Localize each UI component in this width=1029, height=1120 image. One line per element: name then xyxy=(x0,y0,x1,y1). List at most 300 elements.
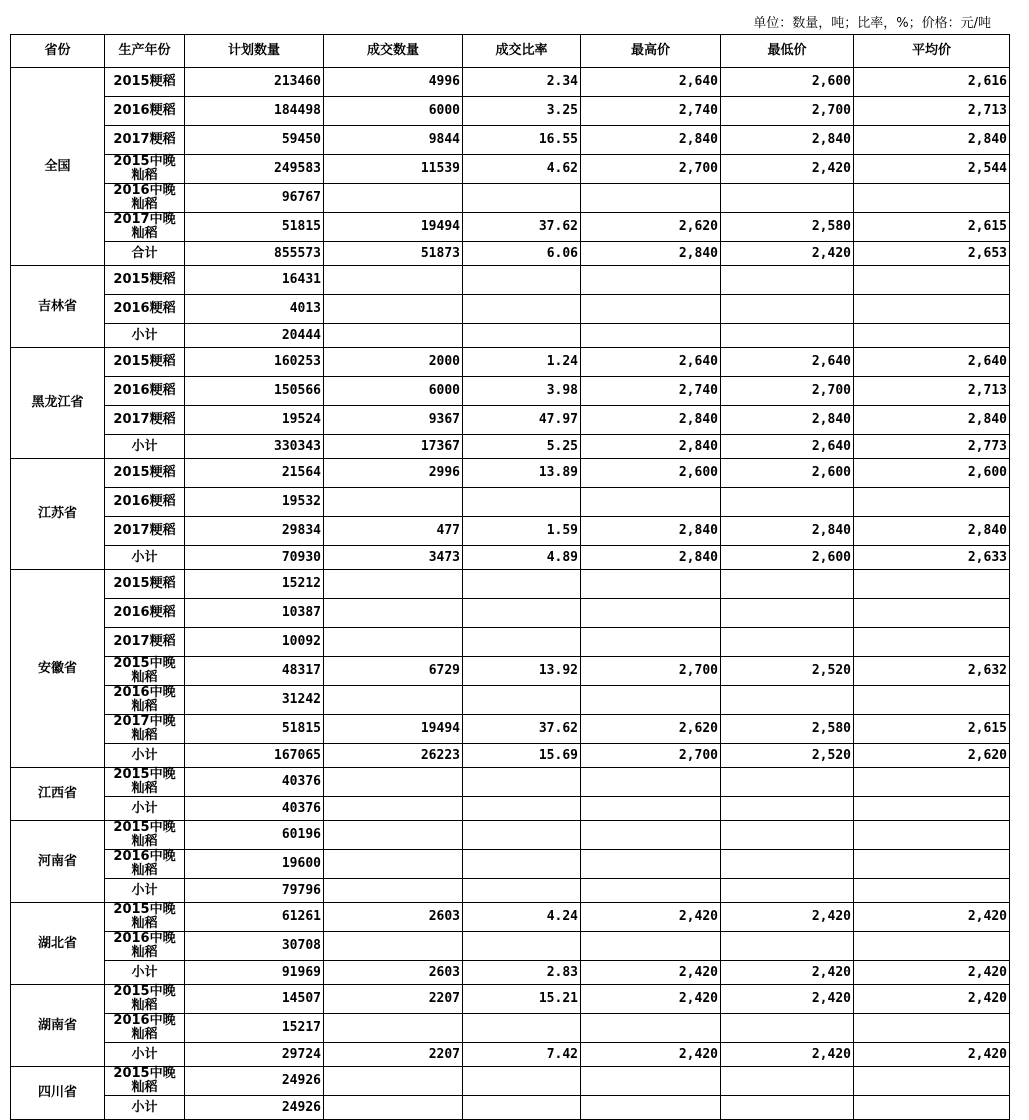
province-cell: 四川省 xyxy=(11,1067,105,1120)
traded-cell: 9844 xyxy=(324,126,463,155)
ratio-cell xyxy=(463,1096,581,1120)
min-price-cell: 2,700 xyxy=(721,377,854,406)
province-cell: 湖南省 xyxy=(11,985,105,1067)
ratio-cell: 16.55 xyxy=(463,126,581,155)
max-price-cell: 2,420 xyxy=(581,1043,721,1067)
header-production-year: 生产年份 xyxy=(105,35,185,68)
min-price-cell: 2,420 xyxy=(721,961,854,985)
traded-cell xyxy=(324,932,463,961)
planned-cell: 213460 xyxy=(185,68,324,97)
year-cell: 2015粳稻 xyxy=(105,459,185,488)
planned-cell: 330343 xyxy=(185,435,324,459)
min-price-cell: 2,840 xyxy=(721,406,854,435)
max-price-cell: 2,640 xyxy=(581,348,721,377)
planned-cell: 10092 xyxy=(185,628,324,657)
traded-cell xyxy=(324,628,463,657)
avg-price-cell xyxy=(854,295,1010,324)
traded-cell: 19494 xyxy=(324,213,463,242)
table-row xyxy=(11,266,1010,295)
max-price-cell xyxy=(581,488,721,517)
max-price-cell xyxy=(581,266,721,295)
max-price-cell: 2,840 xyxy=(581,126,721,155)
year-cell: 2017粳稻 xyxy=(105,628,185,657)
header-province: 省份 xyxy=(11,35,105,68)
ratio-cell xyxy=(463,570,581,599)
traded-cell: 2000 xyxy=(324,348,463,377)
auction-results-table xyxy=(10,34,1010,1120)
table-row xyxy=(11,744,1010,768)
planned-cell: 21564 xyxy=(185,459,324,488)
min-price-cell xyxy=(721,768,854,797)
max-price-cell: 2,840 xyxy=(581,546,721,570)
max-price-cell xyxy=(581,1067,721,1096)
max-price-cell: 2,840 xyxy=(581,517,721,546)
traded-cell: 11539 xyxy=(324,155,463,184)
year-cell: 小计 xyxy=(105,797,185,821)
avg-price-cell: 2,840 xyxy=(854,517,1010,546)
year-cell: 小计 xyxy=(105,961,185,985)
traded-cell: 9367 xyxy=(324,406,463,435)
year-cell: 2016粳稻 xyxy=(105,488,185,517)
year-cell: 小计 xyxy=(105,324,185,348)
table-row xyxy=(11,570,1010,599)
avg-price-cell: 2,420 xyxy=(854,1043,1010,1067)
year-cell: 2015中晚籼稻 xyxy=(105,1067,185,1096)
planned-cell: 19524 xyxy=(185,406,324,435)
planned-cell: 150566 xyxy=(185,377,324,406)
planned-cell: 40376 xyxy=(185,768,324,797)
avg-price-cell: 2,653 xyxy=(854,242,1010,266)
year-cell: 2017中晚籼稻 xyxy=(105,715,185,744)
table-row xyxy=(11,517,1010,546)
year-cell: 2017中晚籼稻 xyxy=(105,213,185,242)
planned-cell: 19532 xyxy=(185,488,324,517)
table-row xyxy=(11,435,1010,459)
year-cell: 2017粳稻 xyxy=(105,126,185,155)
province-cell: 吉林省 xyxy=(11,266,105,348)
avg-price-cell: 2,773 xyxy=(854,435,1010,459)
max-price-cell: 2,700 xyxy=(581,744,721,768)
table-row xyxy=(11,985,1010,1014)
header-planned-quantity: 计划数量 xyxy=(185,35,324,68)
avg-price-cell: 2,600 xyxy=(854,459,1010,488)
planned-cell: 160253 xyxy=(185,348,324,377)
avg-price-cell xyxy=(854,184,1010,213)
planned-cell: 40376 xyxy=(185,797,324,821)
ratio-cell xyxy=(463,1067,581,1096)
avg-price-cell xyxy=(854,570,1010,599)
avg-price-cell: 2,420 xyxy=(854,985,1010,1014)
max-price-cell: 2,420 xyxy=(581,985,721,1014)
table-row xyxy=(11,295,1010,324)
planned-cell: 4013 xyxy=(185,295,324,324)
traded-cell: 51873 xyxy=(324,242,463,266)
table-row xyxy=(11,1067,1010,1096)
avg-price-cell: 2,420 xyxy=(854,903,1010,932)
min-price-cell xyxy=(721,1096,854,1120)
table-row xyxy=(11,324,1010,348)
table-row xyxy=(11,850,1010,879)
max-price-cell xyxy=(581,599,721,628)
traded-cell: 6000 xyxy=(324,377,463,406)
table-row xyxy=(11,546,1010,570)
max-price-cell: 2,420 xyxy=(581,903,721,932)
min-price-cell xyxy=(721,1014,854,1043)
traded-cell xyxy=(324,1014,463,1043)
year-cell: 2015中晚籼稻 xyxy=(105,155,185,184)
avg-price-cell xyxy=(854,932,1010,961)
avg-price-cell xyxy=(854,821,1010,850)
table-row xyxy=(11,797,1010,821)
year-cell: 2015粳稻 xyxy=(105,348,185,377)
planned-cell: 31242 xyxy=(185,686,324,715)
year-cell: 2015粳稻 xyxy=(105,266,185,295)
max-price-cell xyxy=(581,821,721,850)
traded-cell xyxy=(324,295,463,324)
year-cell: 2016粳稻 xyxy=(105,377,185,406)
min-price-cell xyxy=(721,599,854,628)
min-price-cell xyxy=(721,488,854,517)
min-price-cell xyxy=(721,686,854,715)
traded-cell: 2603 xyxy=(324,903,463,932)
min-price-cell: 2,520 xyxy=(721,744,854,768)
traded-cell: 19494 xyxy=(324,715,463,744)
header-max-price: 最高价 xyxy=(581,35,721,68)
ratio-cell: 4.62 xyxy=(463,155,581,184)
min-price-cell: 2,580 xyxy=(721,715,854,744)
ratio-cell: 7.42 xyxy=(463,1043,581,1067)
ratio-cell: 37.62 xyxy=(463,213,581,242)
avg-price-cell xyxy=(854,1096,1010,1120)
table-row xyxy=(11,715,1010,744)
ratio-cell: 2.34 xyxy=(463,68,581,97)
table-row xyxy=(11,213,1010,242)
table-row xyxy=(11,628,1010,657)
year-cell: 2015中晚籼稻 xyxy=(105,821,185,850)
ratio-cell xyxy=(463,797,581,821)
max-price-cell: 2,740 xyxy=(581,97,721,126)
min-price-cell xyxy=(721,295,854,324)
traded-cell: 4996 xyxy=(324,68,463,97)
max-price-cell xyxy=(581,797,721,821)
avg-price-cell xyxy=(854,1067,1010,1096)
avg-price-cell xyxy=(854,488,1010,517)
avg-price-cell: 2,420 xyxy=(854,961,1010,985)
planned-cell: 51815 xyxy=(185,715,324,744)
planned-cell: 184498 xyxy=(185,97,324,126)
planned-cell: 70930 xyxy=(185,546,324,570)
year-cell: 2016粳稻 xyxy=(105,599,185,628)
avg-price-cell: 2,544 xyxy=(854,155,1010,184)
planned-cell: 14507 xyxy=(185,985,324,1014)
province-cell: 全国 xyxy=(11,68,105,266)
traded-cell: 26223 xyxy=(324,744,463,768)
header-avg-price: 平均价 xyxy=(854,35,1010,68)
table-row xyxy=(11,459,1010,488)
min-price-cell xyxy=(721,932,854,961)
min-price-cell xyxy=(721,570,854,599)
ratio-cell xyxy=(463,879,581,903)
planned-cell: 79796 xyxy=(185,879,324,903)
avg-price-cell xyxy=(854,850,1010,879)
planned-cell: 96767 xyxy=(185,184,324,213)
max-price-cell: 2,600 xyxy=(581,459,721,488)
avg-price-cell: 2,633 xyxy=(854,546,1010,570)
traded-cell xyxy=(324,266,463,295)
planned-cell: 48317 xyxy=(185,657,324,686)
max-price-cell xyxy=(581,184,721,213)
header-row xyxy=(11,35,1010,68)
ratio-cell: 6.06 xyxy=(463,242,581,266)
max-price-cell: 2,700 xyxy=(581,657,721,686)
header-trade-ratio: 成交比率 xyxy=(463,35,581,68)
avg-price-cell xyxy=(854,686,1010,715)
header-min-price: 最低价 xyxy=(721,35,854,68)
planned-cell: 30708 xyxy=(185,932,324,961)
ratio-cell: 15.21 xyxy=(463,985,581,1014)
max-price-cell xyxy=(581,932,721,961)
planned-cell: 59450 xyxy=(185,126,324,155)
province-cell: 江西省 xyxy=(11,768,105,821)
table-row xyxy=(11,599,1010,628)
traded-cell: 477 xyxy=(324,517,463,546)
max-price-cell xyxy=(581,879,721,903)
planned-cell: 15212 xyxy=(185,570,324,599)
avg-price-cell xyxy=(854,797,1010,821)
ratio-cell: 37.62 xyxy=(463,715,581,744)
table-body xyxy=(11,68,1010,1120)
traded-cell xyxy=(324,821,463,850)
year-cell: 2015中晚籼稻 xyxy=(105,768,185,797)
min-price-cell: 2,580 xyxy=(721,213,854,242)
ratio-cell xyxy=(463,686,581,715)
ratio-cell: 13.92 xyxy=(463,657,581,686)
min-price-cell: 2,840 xyxy=(721,126,854,155)
traded-cell: 2603 xyxy=(324,961,463,985)
traded-cell xyxy=(324,324,463,348)
planned-cell: 15217 xyxy=(185,1014,324,1043)
min-price-cell: 2,520 xyxy=(721,657,854,686)
table-row xyxy=(11,488,1010,517)
ratio-cell: 2.83 xyxy=(463,961,581,985)
traded-cell xyxy=(324,850,463,879)
ratio-cell: 3.25 xyxy=(463,97,581,126)
table-row xyxy=(11,184,1010,213)
planned-cell: 91969 xyxy=(185,961,324,985)
avg-price-cell: 2,713 xyxy=(854,97,1010,126)
year-cell: 2016中晚籼稻 xyxy=(105,932,185,961)
planned-cell: 51815 xyxy=(185,213,324,242)
year-cell: 小计 xyxy=(105,1043,185,1067)
province-cell: 江苏省 xyxy=(11,459,105,570)
year-cell: 2015中晚籼稻 xyxy=(105,903,185,932)
min-price-cell xyxy=(721,266,854,295)
min-price-cell: 2,700 xyxy=(721,97,854,126)
traded-cell xyxy=(324,599,463,628)
table-row xyxy=(11,821,1010,850)
min-price-cell xyxy=(721,797,854,821)
ratio-cell: 4.89 xyxy=(463,546,581,570)
max-price-cell xyxy=(581,628,721,657)
planned-cell: 16431 xyxy=(185,266,324,295)
max-price-cell: 2,840 xyxy=(581,242,721,266)
planned-cell: 855573 xyxy=(185,242,324,266)
traded-cell xyxy=(324,797,463,821)
traded-cell: 3473 xyxy=(324,546,463,570)
max-price-cell: 2,840 xyxy=(581,406,721,435)
table-row xyxy=(11,348,1010,377)
min-price-cell: 2,420 xyxy=(721,1043,854,1067)
traded-cell xyxy=(324,879,463,903)
min-price-cell xyxy=(721,324,854,348)
table-row xyxy=(11,377,1010,406)
ratio-cell: 5.25 xyxy=(463,435,581,459)
avg-price-cell: 2,615 xyxy=(854,213,1010,242)
province-cell: 黑龙江省 xyxy=(11,348,105,459)
table-row xyxy=(11,879,1010,903)
avg-price-cell: 2,632 xyxy=(854,657,1010,686)
traded-cell: 17367 xyxy=(324,435,463,459)
ratio-cell xyxy=(463,184,581,213)
avg-price-cell xyxy=(854,768,1010,797)
min-price-cell: 2,600 xyxy=(721,546,854,570)
planned-cell: 24926 xyxy=(185,1067,324,1096)
max-price-cell xyxy=(581,295,721,324)
year-cell: 2015粳稻 xyxy=(105,68,185,97)
planned-cell: 29724 xyxy=(185,1043,324,1067)
planned-cell: 29834 xyxy=(185,517,324,546)
min-price-cell: 2,600 xyxy=(721,68,854,97)
table-row xyxy=(11,97,1010,126)
table-row xyxy=(11,903,1010,932)
avg-price-cell xyxy=(854,1014,1010,1043)
year-cell: 2016粳稻 xyxy=(105,97,185,126)
province-cell: 安徽省 xyxy=(11,570,105,768)
ratio-cell: 1.24 xyxy=(463,348,581,377)
province-cell: 湖北省 xyxy=(11,903,105,985)
ratio-cell xyxy=(463,599,581,628)
table-row xyxy=(11,1014,1010,1043)
ratio-cell xyxy=(463,324,581,348)
traded-cell: 6729 xyxy=(324,657,463,686)
table-row xyxy=(11,406,1010,435)
avg-price-cell: 2,713 xyxy=(854,377,1010,406)
ratio-cell xyxy=(463,628,581,657)
ratio-cell: 1.59 xyxy=(463,517,581,546)
traded-cell: 2207 xyxy=(324,985,463,1014)
ratio-cell xyxy=(463,850,581,879)
ratio-cell xyxy=(463,932,581,961)
ratio-cell: 4.24 xyxy=(463,903,581,932)
min-price-cell xyxy=(721,879,854,903)
table-row xyxy=(11,932,1010,961)
avg-price-cell xyxy=(854,266,1010,295)
table-row xyxy=(11,1096,1010,1120)
min-price-cell: 2,640 xyxy=(721,348,854,377)
ratio-cell xyxy=(463,1014,581,1043)
avg-price-cell: 2,840 xyxy=(854,126,1010,155)
year-cell: 2016中晚籼稻 xyxy=(105,686,185,715)
max-price-cell: 2,740 xyxy=(581,377,721,406)
traded-cell xyxy=(324,768,463,797)
year-cell: 小计 xyxy=(105,879,185,903)
year-cell: 2015中晚籼稻 xyxy=(105,985,185,1014)
max-price-cell: 2,620 xyxy=(581,213,721,242)
province-cell: 河南省 xyxy=(11,821,105,903)
year-cell: 2015中晚籼稻 xyxy=(105,657,185,686)
traded-cell xyxy=(324,488,463,517)
avg-price-cell: 2,620 xyxy=(854,744,1010,768)
avg-price-cell: 2,640 xyxy=(854,348,1010,377)
ratio-cell: 15.69 xyxy=(463,744,581,768)
min-price-cell: 2,420 xyxy=(721,903,854,932)
max-price-cell xyxy=(581,324,721,348)
max-price-cell xyxy=(581,850,721,879)
max-price-cell: 2,840 xyxy=(581,435,721,459)
traded-cell xyxy=(324,184,463,213)
avg-price-cell xyxy=(854,599,1010,628)
max-price-cell: 2,620 xyxy=(581,715,721,744)
max-price-cell: 2,700 xyxy=(581,155,721,184)
table-row xyxy=(11,768,1010,797)
max-price-cell xyxy=(581,1096,721,1120)
traded-cell xyxy=(324,1067,463,1096)
year-cell: 2017粳稻 xyxy=(105,517,185,546)
year-cell: 2016中晚籼稻 xyxy=(105,1014,185,1043)
year-cell: 小计 xyxy=(105,1096,185,1120)
year-cell: 小计 xyxy=(105,744,185,768)
min-price-cell xyxy=(721,1067,854,1096)
min-price-cell xyxy=(721,821,854,850)
min-price-cell xyxy=(721,628,854,657)
min-price-cell: 2,840 xyxy=(721,517,854,546)
header-traded-quantity: 成交数量 xyxy=(324,35,463,68)
max-price-cell xyxy=(581,570,721,599)
year-cell: 2016粳稻 xyxy=(105,295,185,324)
traded-cell xyxy=(324,570,463,599)
table-row xyxy=(11,155,1010,184)
avg-price-cell xyxy=(854,628,1010,657)
table-row xyxy=(11,961,1010,985)
ratio-cell: 47.97 xyxy=(463,406,581,435)
avg-price-cell: 2,616 xyxy=(854,68,1010,97)
min-price-cell xyxy=(721,184,854,213)
unit-note: 单位：数量，吨；比率，%；价格：元/吨 xyxy=(753,16,991,31)
year-cell: 2015粳稻 xyxy=(105,570,185,599)
min-price-cell: 2,420 xyxy=(721,155,854,184)
ratio-cell: 13.89 xyxy=(463,459,581,488)
ratio-cell: 3.98 xyxy=(463,377,581,406)
table-row xyxy=(11,242,1010,266)
table-row xyxy=(11,126,1010,155)
max-price-cell xyxy=(581,1014,721,1043)
planned-cell: 10387 xyxy=(185,599,324,628)
avg-price-cell: 2,840 xyxy=(854,406,1010,435)
min-price-cell: 2,640 xyxy=(721,435,854,459)
ratio-cell xyxy=(463,266,581,295)
planned-cell: 167065 xyxy=(185,744,324,768)
avg-price-cell xyxy=(854,879,1010,903)
year-cell: 2017粳稻 xyxy=(105,406,185,435)
planned-cell: 249583 xyxy=(185,155,324,184)
min-price-cell: 2,600 xyxy=(721,459,854,488)
traded-cell: 6000 xyxy=(324,97,463,126)
table-row xyxy=(11,68,1010,97)
table-row xyxy=(11,1043,1010,1067)
avg-price-cell xyxy=(854,324,1010,348)
ratio-cell xyxy=(463,768,581,797)
table-row xyxy=(11,657,1010,686)
